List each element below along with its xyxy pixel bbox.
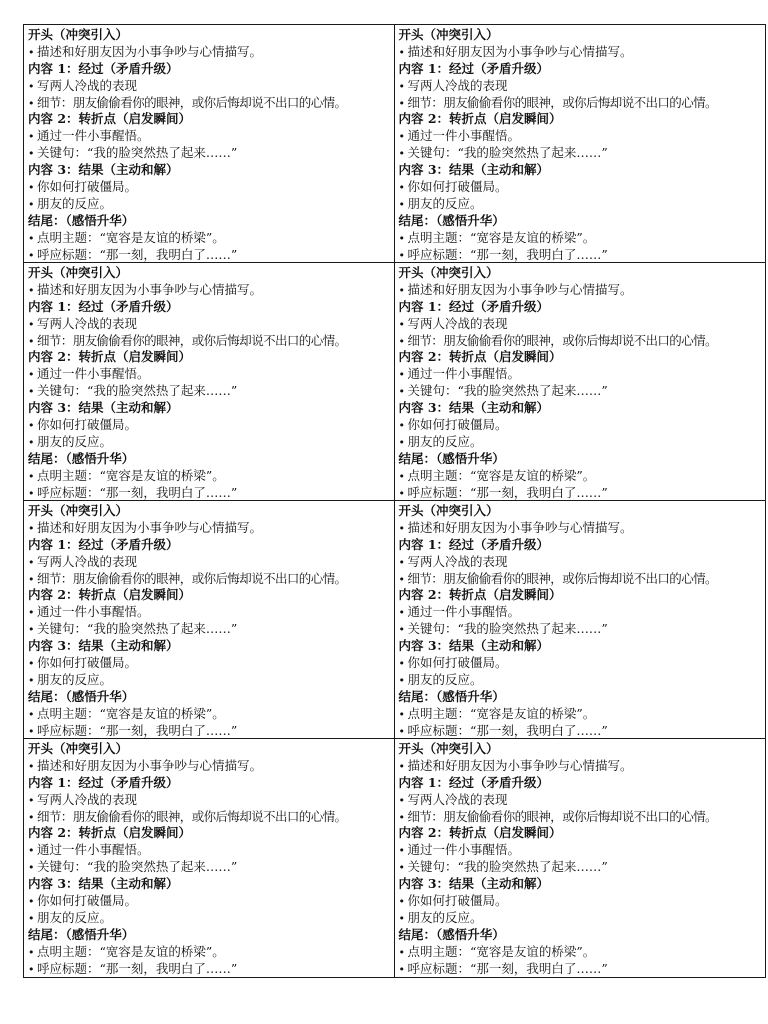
body3-heading: 内容 3：结果（主动和解） xyxy=(398,638,550,654)
body2-heading: 内容 2：转折点（启发瞬间） xyxy=(28,825,192,841)
body3-point-1: • 你如何打破僵局。 xyxy=(399,655,766,672)
body1-point-2: • 细节：朋友偷偷看你的眼神，或你后悔却说不出口的心情。 xyxy=(399,333,766,350)
opening-point: • 描述和好朋友因为小事争吵与心情描写。 xyxy=(28,758,394,775)
body3-point-2: • 朋友的反应。 xyxy=(399,910,766,927)
opening-heading: 开头（冲突引入） xyxy=(398,503,499,518)
body1-point-2: • 细节：朋友偷偷看你的眼神，或你后悔却说不出口的心情。 xyxy=(399,809,766,826)
body1-point-1: • 写两人冷战的表现 xyxy=(28,316,394,333)
outline-card-grid xyxy=(23,24,766,978)
body3-point-2: • 朋友的反应。 xyxy=(28,910,394,927)
ending-point-2: • 呼应标题：“那一刻，我明白了……” xyxy=(28,723,394,739)
opening-point: • 描述和好朋友因为小事争吵与心情描写。 xyxy=(399,520,766,537)
outline-card xyxy=(395,501,766,739)
ending-heading: 结尾：（感悟升华） xyxy=(28,212,135,228)
ending-point-1: • 点明主题：“宽容是友谊的桥梁”。 xyxy=(399,944,766,961)
opening-point: • 描述和好朋友因为小事争吵与心情描写。 xyxy=(399,44,766,61)
body3-point-2: • 朋友的反应。 xyxy=(399,434,766,451)
ending-point-1: • 点明主题：“宽容是友谊的桥梁”。 xyxy=(28,468,394,485)
body3-heading: 内容 3：结果（主动和解） xyxy=(28,638,179,654)
body1-heading: 内容 1：经过（矛盾升级） xyxy=(28,536,179,552)
body1-point-2: • 细节：朋友偷偷看你的眼神，或你后悔却说不出口的心情。 xyxy=(28,333,394,350)
ending-point-2: • 呼应标题：“那一刻，我明白了……” xyxy=(399,961,766,977)
body1-heading: 内容 1：经过（矛盾升级） xyxy=(398,774,550,790)
body3-point-2: • 朋友的反应。 xyxy=(28,196,394,213)
body1-heading: 内容 1：经过（矛盾升级） xyxy=(398,536,550,552)
outline-card xyxy=(24,739,395,977)
outline-card xyxy=(395,263,766,501)
opening-point: • 描述和好朋友因为小事争吵与心情描写。 xyxy=(28,44,394,61)
opening-point: • 描述和好朋友因为小事争吵与心情描写。 xyxy=(399,758,766,775)
body2-point-2: • 关键句：“我的脸突然热了起来……” xyxy=(28,621,394,638)
opening-heading: 开头（冲突引入） xyxy=(28,27,129,42)
body3-heading: 内容 3：结果（主动和解） xyxy=(398,400,550,416)
body2-point-2: • 关键句：“我的脸突然热了起来……” xyxy=(399,383,766,400)
opening-heading: 开头（冲突引入） xyxy=(398,27,499,42)
body2-point-1: • 通过一件小事醒悟。 xyxy=(28,604,394,621)
body1-point-1: • 写两人冷战的表现 xyxy=(399,316,766,333)
outline-card xyxy=(24,501,395,739)
ending-point-2: • 呼应标题：“那一刻，我明白了……” xyxy=(28,485,394,501)
body1-point-2: • 细节：朋友偷偷看你的眼神，或你后悔却说不出口的心情。 xyxy=(28,809,394,826)
body2-point-1: • 通过一件小事醒悟。 xyxy=(28,366,394,383)
opening-point: • 描述和好朋友因为小事争吵与心情描写。 xyxy=(399,282,766,299)
opening-heading: 开头（冲突引入） xyxy=(28,741,129,756)
body2-heading: 内容 2：转折点（启发瞬间） xyxy=(28,111,192,127)
body3-point-1: • 你如何打破僵局。 xyxy=(399,417,766,434)
ending-point-2: • 呼应标题：“那一刻，我明白了……” xyxy=(28,247,394,263)
ending-point-1: • 点明主题：“宽容是友谊的桥梁”。 xyxy=(399,468,766,485)
body1-point-1: • 写两人冷战的表现 xyxy=(399,792,766,809)
body3-point-2: • 朋友的反应。 xyxy=(28,434,394,451)
body3-heading: 内容 3：结果（主动和解） xyxy=(28,162,179,178)
body1-heading: 内容 1：经过（矛盾升级） xyxy=(398,60,550,76)
ending-heading: 结尾：（感悟升华） xyxy=(398,926,505,942)
body1-point-2: • 细节：朋友偷偷看你的眼神，或你后悔却说不出口的心情。 xyxy=(399,95,766,112)
opening-point: • 描述和好朋友因为小事争吵与心情描写。 xyxy=(28,520,394,537)
ending-point-2: • 呼应标题：“那一刻，我明白了……” xyxy=(399,723,766,739)
body3-heading: 内容 3：结果（主动和解） xyxy=(398,162,550,178)
body1-heading: 内容 1：经过（矛盾升级） xyxy=(28,60,179,76)
body2-heading: 内容 2：转折点（启发瞬间） xyxy=(398,587,562,603)
body2-point-1: • 通过一件小事醒悟。 xyxy=(399,842,766,859)
ending-heading: 结尾：（感悟升华） xyxy=(398,212,505,228)
body2-heading: 内容 2：转折点（启发瞬间） xyxy=(398,825,562,841)
ending-heading: 结尾：（感悟升华） xyxy=(28,450,135,466)
body1-point-1: • 写两人冷战的表现 xyxy=(28,78,394,95)
ending-point-1: • 点明主题：“宽容是友谊的桥梁”。 xyxy=(28,706,394,723)
body2-point-1: • 通过一件小事醒悟。 xyxy=(399,366,766,383)
body1-heading: 内容 1：经过（矛盾升级） xyxy=(28,774,179,790)
body3-point-1: • 你如何打破僵局。 xyxy=(28,655,394,672)
body1-point-1: • 写两人冷战的表现 xyxy=(399,78,766,95)
body2-point-2: • 关键句：“我的脸突然热了起来……” xyxy=(28,145,394,162)
outline-card xyxy=(24,263,395,501)
body2-point-2: • 关键句：“我的脸突然热了起来……” xyxy=(28,383,394,400)
ending-heading: 结尾：（感悟升华） xyxy=(398,688,505,704)
body3-point-1: • 你如何打破僵局。 xyxy=(28,179,394,196)
body2-heading: 内容 2：转折点（启发瞬间） xyxy=(398,349,562,365)
ending-point-1: • 点明主题：“宽容是友谊的桥梁”。 xyxy=(399,706,766,723)
opening-heading: 开头（冲突引入） xyxy=(28,503,129,518)
body3-point-1: • 你如何打破僵局。 xyxy=(28,893,394,910)
body1-point-1: • 写两人冷战的表现 xyxy=(28,792,394,809)
body1-point-2: • 细节：朋友偷偷看你的眼神，或你后悔却说不出口的心情。 xyxy=(399,571,766,588)
ending-heading: 结尾：（感悟升华） xyxy=(28,926,135,942)
body2-heading: 内容 2：转折点（启发瞬间） xyxy=(28,349,192,365)
body2-point-1: • 通过一件小事醒悟。 xyxy=(399,128,766,145)
body3-point-1: • 你如何打破僵局。 xyxy=(399,179,766,196)
body2-point-2: • 关键句：“我的脸突然热了起来……” xyxy=(399,621,766,638)
body1-heading: 内容 1：经过（矛盾升级） xyxy=(398,298,550,314)
body2-point-2: • 关键句：“我的脸突然热了起来……” xyxy=(399,145,766,162)
body1-heading: 内容 1：经过（矛盾升级） xyxy=(28,298,179,314)
body1-point-1: • 写两人冷战的表现 xyxy=(399,554,766,571)
ending-heading: 结尾：（感悟升华） xyxy=(28,688,135,704)
opening-heading: 开头（冲突引入） xyxy=(398,741,499,756)
outline-card xyxy=(395,25,766,263)
body2-point-2: • 关键句：“我的脸突然热了起来……” xyxy=(28,859,394,876)
outline-card xyxy=(24,25,395,263)
body1-point-1: • 写两人冷战的表现 xyxy=(28,554,394,571)
body2-point-1: • 通过一件小事醒悟。 xyxy=(28,842,394,859)
ending-point-1: • 点明主题：“宽容是友谊的桥梁”。 xyxy=(28,944,394,961)
opening-point: • 描述和好朋友因为小事争吵与心情描写。 xyxy=(28,282,394,299)
opening-heading: 开头（冲突引入） xyxy=(398,265,499,280)
body2-point-1: • 通过一件小事醒悟。 xyxy=(399,604,766,621)
body3-point-1: • 你如何打破僵局。 xyxy=(399,893,766,910)
ending-heading: 结尾：（感悟升华） xyxy=(398,450,505,466)
body3-point-2: • 朋友的反应。 xyxy=(399,196,766,213)
body3-point-2: • 朋友的反应。 xyxy=(399,672,766,689)
ending-point-2: • 呼应标题：“那一刻，我明白了……” xyxy=(399,247,766,263)
ending-point-2: • 呼应标题：“那一刻，我明白了……” xyxy=(28,961,394,977)
body1-point-2: • 细节：朋友偷偷看你的眼神，或你后悔却说不出口的心情。 xyxy=(28,571,394,588)
body2-point-1: • 通过一件小事醒悟。 xyxy=(28,128,394,145)
body2-heading: 内容 2：转折点（启发瞬间） xyxy=(398,111,562,127)
ending-point-1: • 点明主题：“宽容是友谊的桥梁”。 xyxy=(399,230,766,247)
body3-heading: 内容 3：结果（主动和解） xyxy=(398,876,550,892)
body2-heading: 内容 2：转折点（启发瞬间） xyxy=(28,587,192,603)
body3-point-1: • 你如何打破僵局。 xyxy=(28,417,394,434)
outline-card xyxy=(395,739,766,977)
opening-heading: 开头（冲突引入） xyxy=(28,265,129,280)
body3-heading: 内容 3：结果（主动和解） xyxy=(28,876,179,892)
ending-point-2: • 呼应标题：“那一刻，我明白了……” xyxy=(399,485,766,501)
body3-point-2: • 朋友的反应。 xyxy=(28,672,394,689)
body1-point-2: • 细节：朋友偷偷看你的眼神，或你后悔却说不出口的心情。 xyxy=(28,95,394,112)
body2-point-2: • 关键句：“我的脸突然热了起来……” xyxy=(399,859,766,876)
body3-heading: 内容 3：结果（主动和解） xyxy=(28,400,179,416)
ending-point-1: • 点明主题：“宽容是友谊的桥梁”。 xyxy=(28,230,394,247)
